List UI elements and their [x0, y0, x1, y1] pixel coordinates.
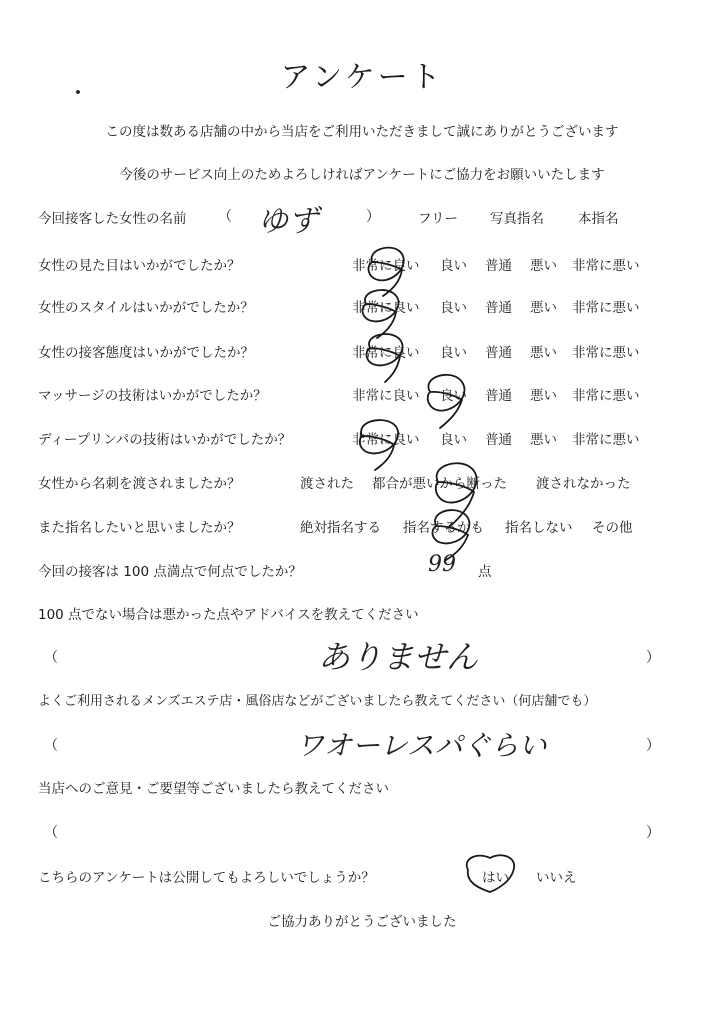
- rating-option-bad[interactable]: 悪い: [530, 258, 557, 274]
- renominate-option-other[interactable]: その他: [592, 520, 633, 536]
- name-option-free[interactable]: フリー: [418, 211, 458, 227]
- score-answer[interactable]: 99: [428, 552, 456, 577]
- rating-option-normal[interactable]: 普通: [485, 258, 512, 274]
- renominate-option-no[interactable]: 指名しない: [505, 520, 573, 536]
- name-option-photo[interactable]: 写真指名: [490, 211, 544, 227]
- intro-line-1: この度は数ある店舗の中から当店をご利用いただきまして誠にありがとうございます: [105, 124, 619, 140]
- rating-option-bad[interactable]: 悪い: [530, 388, 557, 404]
- advice-paren-close: ）: [646, 650, 660, 666]
- rating-option-good[interactable]: 良い: [440, 388, 467, 404]
- name-option-main[interactable]: 本指名: [578, 211, 619, 227]
- rating-option-normal[interactable]: 普通: [485, 388, 512, 404]
- rating-option-very-bad[interactable]: 非常に悪い: [572, 258, 640, 274]
- other-shops-question-label: よくご利用されるメンズエステ店・風俗店などがございましたら教えてください（何店舗でも）: [38, 694, 597, 709]
- other-shops-answer[interactable]: ワオーレスパぐらい: [296, 729, 547, 762]
- advice-question-label: 100 点でない場合は悪かった点やアドバイスを教えてください: [38, 607, 419, 623]
- rating-option-good[interactable]: 良い: [440, 432, 467, 448]
- rating-option-very-good[interactable]: 非常に良い: [352, 432, 420, 448]
- comments-paren-open: （: [44, 825, 58, 841]
- rating-question-label: 女性のスタイルはいかがでしたか？: [38, 300, 254, 316]
- rating-question-label: ディープリンパの技術はいかがでしたか？: [38, 432, 292, 448]
- comments-paren-close: ）: [646, 825, 660, 841]
- renominate-option-definitely[interactable]: 絶対指名する: [300, 520, 381, 536]
- closing-message: ご協力ありがとうございました: [267, 914, 457, 930]
- name-paren-open: （: [218, 209, 232, 225]
- renominate-question-label: また指名したいと思いましたか？: [38, 520, 241, 536]
- intro-line-2: 今後のサービス向上のためよろしければアンケートにご協力をお願いいたします: [119, 167, 605, 183]
- rating-question-label: 女性の接客態度はいかがでしたか？: [38, 345, 254, 361]
- rating-option-bad[interactable]: 悪い: [530, 300, 557, 316]
- rating-option-normal[interactable]: 普通: [485, 300, 512, 316]
- other-shops-paren-close: ）: [646, 738, 660, 754]
- name-answer[interactable]: ゆず: [258, 204, 318, 239]
- survey-title: アンケート: [280, 60, 444, 95]
- rating-option-normal[interactable]: 普通: [485, 345, 512, 361]
- score-question-label: 今回の接客は 100 点満点で何点でしたか？: [38, 564, 302, 580]
- card-option-received[interactable]: 渡された: [300, 476, 354, 492]
- rating-option-very-good[interactable]: 非常に良い: [352, 345, 420, 361]
- score-unit: 点: [478, 564, 492, 580]
- name-paren-close: ）: [366, 209, 380, 225]
- rating-option-very-good[interactable]: 非常に良い: [352, 258, 420, 274]
- rating-question-label: マッサージの技術はいかがでしたか？: [38, 388, 267, 404]
- advice-answer[interactable]: ありません: [318, 638, 479, 676]
- other-shops-paren-open: （: [44, 738, 58, 754]
- card-option-not-received[interactable]: 渡されなかった: [536, 476, 631, 492]
- renominate-option-maybe[interactable]: 指名するかも: [403, 520, 484, 536]
- publish-option-no[interactable]: いいえ: [536, 870, 577, 886]
- rating-option-very-good[interactable]: 非常に良い: [352, 300, 420, 316]
- rating-option-very-good[interactable]: 非常に良い: [352, 388, 420, 404]
- rating-option-very-bad[interactable]: 非常に悪い: [572, 300, 640, 316]
- rating-option-good[interactable]: 良い: [440, 258, 467, 274]
- comments-question-label: 当店へのご意見・ご要望等ございましたら教えてください: [38, 781, 389, 797]
- publish-question-label: こちらのアンケートは公開してもよろしいでしょうか？: [38, 870, 375, 886]
- advice-paren-open: （: [44, 650, 58, 666]
- rating-question-label: 女性の見た目はいかがでしたか？: [38, 258, 241, 274]
- rating-option-good[interactable]: 良い: [440, 345, 467, 361]
- rating-option-very-bad[interactable]: 非常に悪い: [572, 432, 640, 448]
- card-option-declined[interactable]: 都合が悪いから断った: [372, 476, 507, 492]
- rating-option-bad[interactable]: 悪い: [530, 345, 557, 361]
- publish-option-yes[interactable]: はい: [482, 870, 509, 886]
- card-question-label: 女性から名刺を渡されましたか？: [38, 476, 241, 492]
- rating-option-very-bad[interactable]: 非常に悪い: [572, 345, 640, 361]
- rating-option-normal[interactable]: 普通: [485, 432, 512, 448]
- name-question-label: 今回接客した女性の名前: [38, 211, 187, 227]
- rating-option-bad[interactable]: 悪い: [530, 432, 557, 448]
- rating-option-very-bad[interactable]: 非常に悪い: [572, 388, 640, 404]
- rating-option-good[interactable]: 良い: [440, 300, 467, 316]
